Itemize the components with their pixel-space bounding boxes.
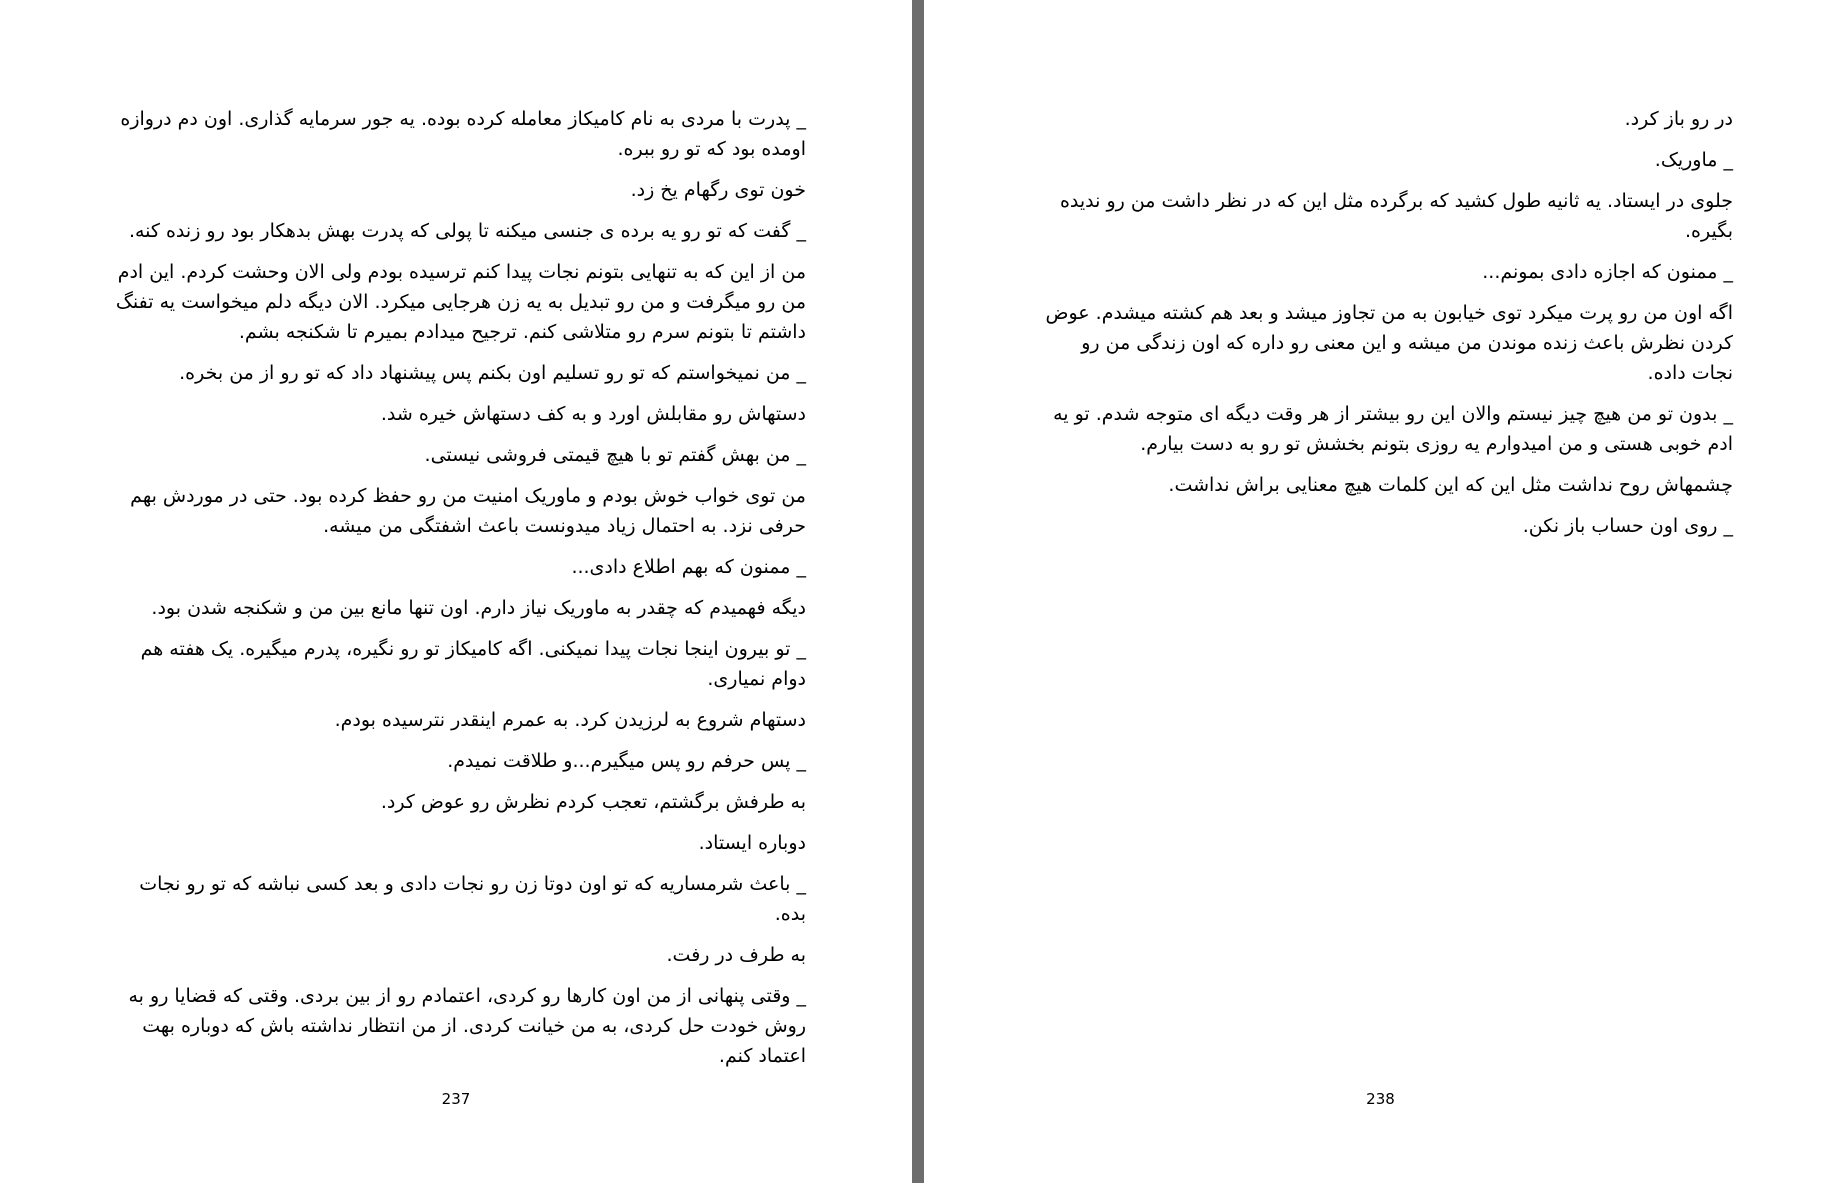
paragraph: من از این که به تنهایی بتونم نجات پیدا کنم ترسیده بودم ولی الان وحشت کردم. این ادم من رو میگرفت و من رو تبدیل به یه زن هرجایی میکرد. الان دیگه دلم میخواست یه تفنگ داشتم تا بتونم سرم رو متلاشی کنم. ترجیح میدادم بمیرم تا شکنجه بشم. — [115, 261, 806, 343]
paragraph: خون توی رگهام یخ زد. — [630, 179, 806, 201]
left-page-text — [108, 104, 806, 1082]
paragraph: _ ممنون که بهم اطلاع دادی... — [571, 556, 806, 578]
paragraph: من توی خواب خوش بودم و ماوریک امنیت من رو حفظ کرده بود. حتی در موردش بهم حرفی نزد. به احتمال زیاد میدونست باعث اشفتگی من میشه. — [130, 485, 806, 537]
paragraph: به طرفش برگشتم، تعجب کردم نظرش رو عوض کرد. — [380, 791, 806, 813]
paragraph: دستهام شروع به لرزیدن کرد. به عمرم اینقدر نترسیده بودم. — [334, 709, 806, 731]
paragraph: _ وقتی پنهانی از من اون کارها رو کردی، اعتمادم رو از بین بردی. وقتی که قضایا رو به روش خودت حل کردی، به من خیانت کردی. از من انتظار نداشته باش که دوباره بهت اعتماد کنم. — [128, 985, 806, 1067]
right-page — [924, 0, 1837, 1183]
left-page — [0, 0, 912, 1183]
paragraph: _ پس حرفم رو پس میگیرم...و طلاقت نمیدم. — [447, 750, 806, 772]
page-number: 237 — [441, 1090, 471, 1108]
paragraph: به طرف در رفت. — [666, 944, 806, 966]
paragraph: در رو باز کرد. — [1624, 108, 1733, 130]
page-divider — [912, 0, 924, 1183]
paragraph: _ من نمیخواستم که تو رو تسلیم اون بکنم پس پیشنهاد داد که تو رو از من بخره. — [179, 362, 806, 384]
paragraph: _ تو بیرون اینجا نجات پیدا نمیکنی. اگه کامیکاز تو رو نگیره، پدرم میگیره. یک هفته هم دوام نمیاری. — [140, 638, 806, 690]
paragraph: _ روی اون حساب باز نکن. — [1522, 515, 1733, 537]
paragraph: دوباره ایستاد. — [698, 832, 806, 854]
paragraph: _ باعث شرمساریه که تو اون دوتا زن رو نجات دادی و بعد کسی نباشه که تو رو نجات بده. — [139, 873, 806, 925]
paragraph: اگه اون من رو پرت میکرد توی خیابون به من تجاوز میشد و بعد هم کشته میشدم. عوض کردن نظرش باعث زنده موندن من میشه و این معنی رو داره که اون زندگی من رو نجات داده. — [1045, 302, 1733, 384]
paragraph: چشمهاش روح نداشت مثل این که این کلمات هیچ معنایی براش نداشت. — [1168, 474, 1733, 496]
paragraph: _ گفت که تو رو یه برده ی جنسی میکنه تا پولی که پدرت بهش بدهکار بود رو زنده کنه. — [128, 220, 806, 242]
paragraph: دیگه فهمیدم که چقدر به ماوریک نیاز دارم. اون تنها مانع بین من و شکنجه شدن بود. — [151, 597, 806, 619]
paragraph: جلوی در ایستاد. یه ثانیه طول کشید که برگرده مثل این که در نظر داشت من رو ندیده بگیره. — [1059, 190, 1733, 242]
paragraph: _ ماوریک. — [1654, 149, 1733, 171]
paragraph: _ بدون تو من هیچ چیز نیستم والان این رو بیشتر از هر وقت دیگه ای متوجه شدم. تو یه ادم خوبی هستی و من امیدوارم یه روزی بتونم بخشش تو رو به دست بیارم. — [1053, 403, 1733, 455]
paragraph: _ ممنون که اجازه دادی بمونم... — [1482, 261, 1733, 283]
paragraph: _ من بهش گفتم تو با هیچ قیمتی فروشی نیستی. — [424, 444, 806, 466]
paragraph: دستهاش رو مقابلش اورد و به کف دستهاش خیره شد. — [380, 403, 806, 425]
paragraph: _ پدرت با مردی به نام کامیکاز معامله کرده بوده. یه جور سرمایه گذاری. اون دم دروازه اومده بود که تو رو ببره. — [120, 108, 806, 160]
page-number: 238 — [1366, 1090, 1395, 1108]
right-page-text — [1041, 104, 1733, 552]
